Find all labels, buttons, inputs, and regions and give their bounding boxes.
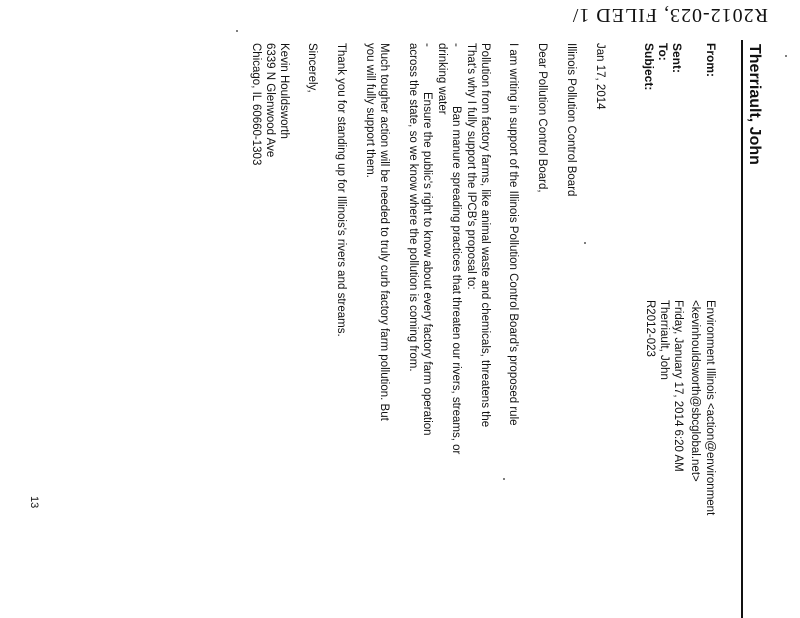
from-value-line-1: Environment Illinois <action@environment — [704, 300, 716, 516]
from-label: From: — [704, 43, 718, 77]
paragraph-3-line-2: you will fully support them. — [364, 43, 376, 178]
scan-speck — [584, 242, 586, 244]
letter-date: Jan 17, 2014 — [594, 43, 606, 110]
sent-value: Friday, January 17, 2014 6:20 AM — [672, 300, 684, 472]
header-divider-line — [741, 40, 743, 618]
bullet-1-line-2: drinking water — [436, 43, 448, 115]
from-name: Therriault, John — [746, 44, 763, 165]
bullet-1-line-1: Ban manure spreading practices that threaten our rivers, streams, or — [450, 106, 462, 455]
bullet-2-line-2: across the state, so we know where the pollution is coming from. — [407, 43, 419, 372]
closing: Sincerely, — [306, 43, 318, 93]
signature-street: 6339 N Glenwood Ave — [264, 43, 276, 158]
page-number: 13 — [28, 496, 40, 509]
bullet-2-marker: - — [421, 43, 433, 47]
signature-city: Chicago, IL 60660-1303 — [250, 43, 262, 166]
paragraph-1-line-1: I am writing in support of the Illinois Pollution Control Board's proposed rule — [507, 43, 519, 426]
scan-speck — [236, 30, 238, 32]
filing-stamp: R2012-023, FILED 1/ — [571, 4, 768, 26]
scan-speck — [785, 55, 787, 57]
paragraph-2-line-1: Pollution from factory farms, like animal waste and chemicals, threatens the — [479, 43, 491, 428]
signature-name: Kevin Houldsworth — [278, 43, 290, 139]
bullet-1-marker: - — [450, 43, 462, 47]
paragraph-4-line-1: Thank you for standing up for Illinois's rivers and streams. — [335, 43, 347, 337]
paragraph-2-line-2: That's why I fully support the IPCB's proposal to: — [465, 43, 477, 290]
letter-salutation: Dear Pollution Control Board, — [536, 43, 548, 193]
from-value-line-2: <kevinhouldsworth@sbcglobal.net> — [689, 300, 701, 482]
sent-label: Sent: — [670, 43, 684, 73]
bullet-2-line-1: Ensure the public's right to know about every factory farm operation — [421, 92, 433, 436]
to-label: To: — [656, 43, 670, 61]
scan-speck — [503, 478, 505, 480]
paragraph-3-line-1: Much tougher action will be needed to truly curb factory farm pollution. But — [378, 43, 390, 421]
letter-recipient: Illinois Pollution Control Board — [565, 43, 577, 197]
subject-value: R2012-023 — [644, 300, 656, 357]
to-value: Therriault, John — [658, 300, 670, 380]
subject-label: Subject: — [642, 43, 656, 91]
